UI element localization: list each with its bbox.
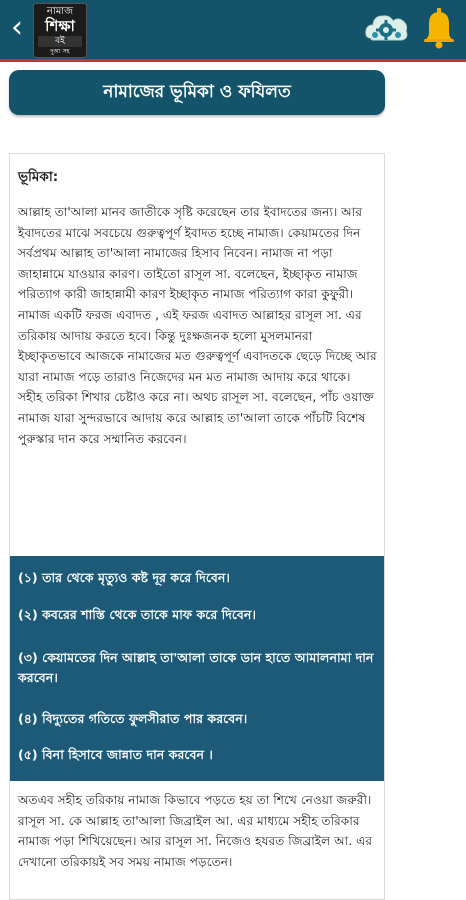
logo-line-1: নামাজ (46, 6, 74, 17)
closing-paragraph: অতএব সহীহ তরিকায় নামাজ কিভাবে পড়তে হয় তা শিখে নেওয়া জরুরী। রাসূল সা. কে আল্লাহ তা'আলা জিব্রাইল আ. এর মাধ্যমে সহীহ তরিকার নামাজ পড়া শিখিয়েছেন। আর রাসূল সা. নিজেও হযরত জিব্রাইল আ. এর দেখানো তরিকায়ই সব সময় নামাজ পড়তেন। (18, 793, 373, 869)
benefits-list (10, 556, 384, 781)
benefit-item: (১) তার থেকে মৃত্যুও কষ্ট দূর করে দিবেন। (18, 570, 230, 585)
benefit-item: (৪) বিদ্যুতের গতিতে ফুলসীরাত পার করবেন। (18, 711, 248, 726)
benefit-item: (৩) কেয়ামতের দিন আল্লাহ তা'আলা তাকে ডান হাতে আমালনামা দান করবেন। (18, 650, 374, 685)
gear-cloud-icon[interactable] (363, 8, 409, 50)
section-heading: ভূমিকা: (18, 169, 59, 185)
logo-line-3: বই (38, 36, 82, 47)
back-arrow-icon[interactable]: ‹ (11, 10, 23, 45)
bell-icon[interactable] (422, 7, 456, 49)
page-title: নামাজের ভূমিকা ও ফযিলত (9, 70, 385, 115)
logo-line-4: দুআ সহ (50, 48, 70, 55)
intro-paragraph: আল্লাহ তা'আলা মানব জাতীকে সৃষ্টি করেছেন তার ইবাদতের জন্য। আর ইবাদতের মাঝে সবচেয়ে গুরুত্বপূর্ণ ইবাদত হচ্ছে নামাজ। কেয়ামতের দিন সর্বপ্রথম আল্লাহ তা'আলা নামাজের হিসাব নিবেন। নামাজ না পড়া জাহান্নামে যাওয়ার কারণ। তাইতো রাসূল সা. বলেছেন, ইচ্ছাকৃত নামাজ পরিত্যাগ কারী জাহান্নামী কারণ ইচ্ছাকৃত নামাজ পরিত্যাগ কারা কুফুরী। নামাজ একটি ফরজ এবাদত , এই ফরজ এবাদত আল্লাহর রাসূল সা. এর তরিকায় আদায় করতে হবে। কিন্তু দুঃক্ষজনক হলো মুসলমানরা ইচ্ছাকৃতভাবে আজকে নামাজের মত গুরুত্বপূর্ণ এবাদতকে ছেড়ে দিচ্ছে আর যারা নামাজ পড়ে তারাও নিজেদের মন মত নামাজ আদায় করে থাকে। সহীহ তরিকা শিখার চেষ্টাও করে না। অথচ রাসূল সা. বলেছেন, পাঁচ ওয়াক্ত নামাজ যারা সুন্দরভাবে আদায় করে আল্লাহ তা'আলা তাকে পাঁচটি বিশেষ পুরুস্কার দান করে সম্মানিত করবেন। (18, 205, 377, 446)
content-card (9, 153, 385, 900)
app-bar (0, 0, 466, 62)
benefit-item: (২) কবরের শাস্তি থেকে তাকে মাফ করে দিবেন। (18, 607, 256, 622)
logo-line-2: শিক্ষা (45, 17, 75, 35)
app-logo (33, 3, 87, 58)
benefit-item: (৫) বিনা হিসাবে জান্নাত দান করবেন । (18, 747, 213, 762)
